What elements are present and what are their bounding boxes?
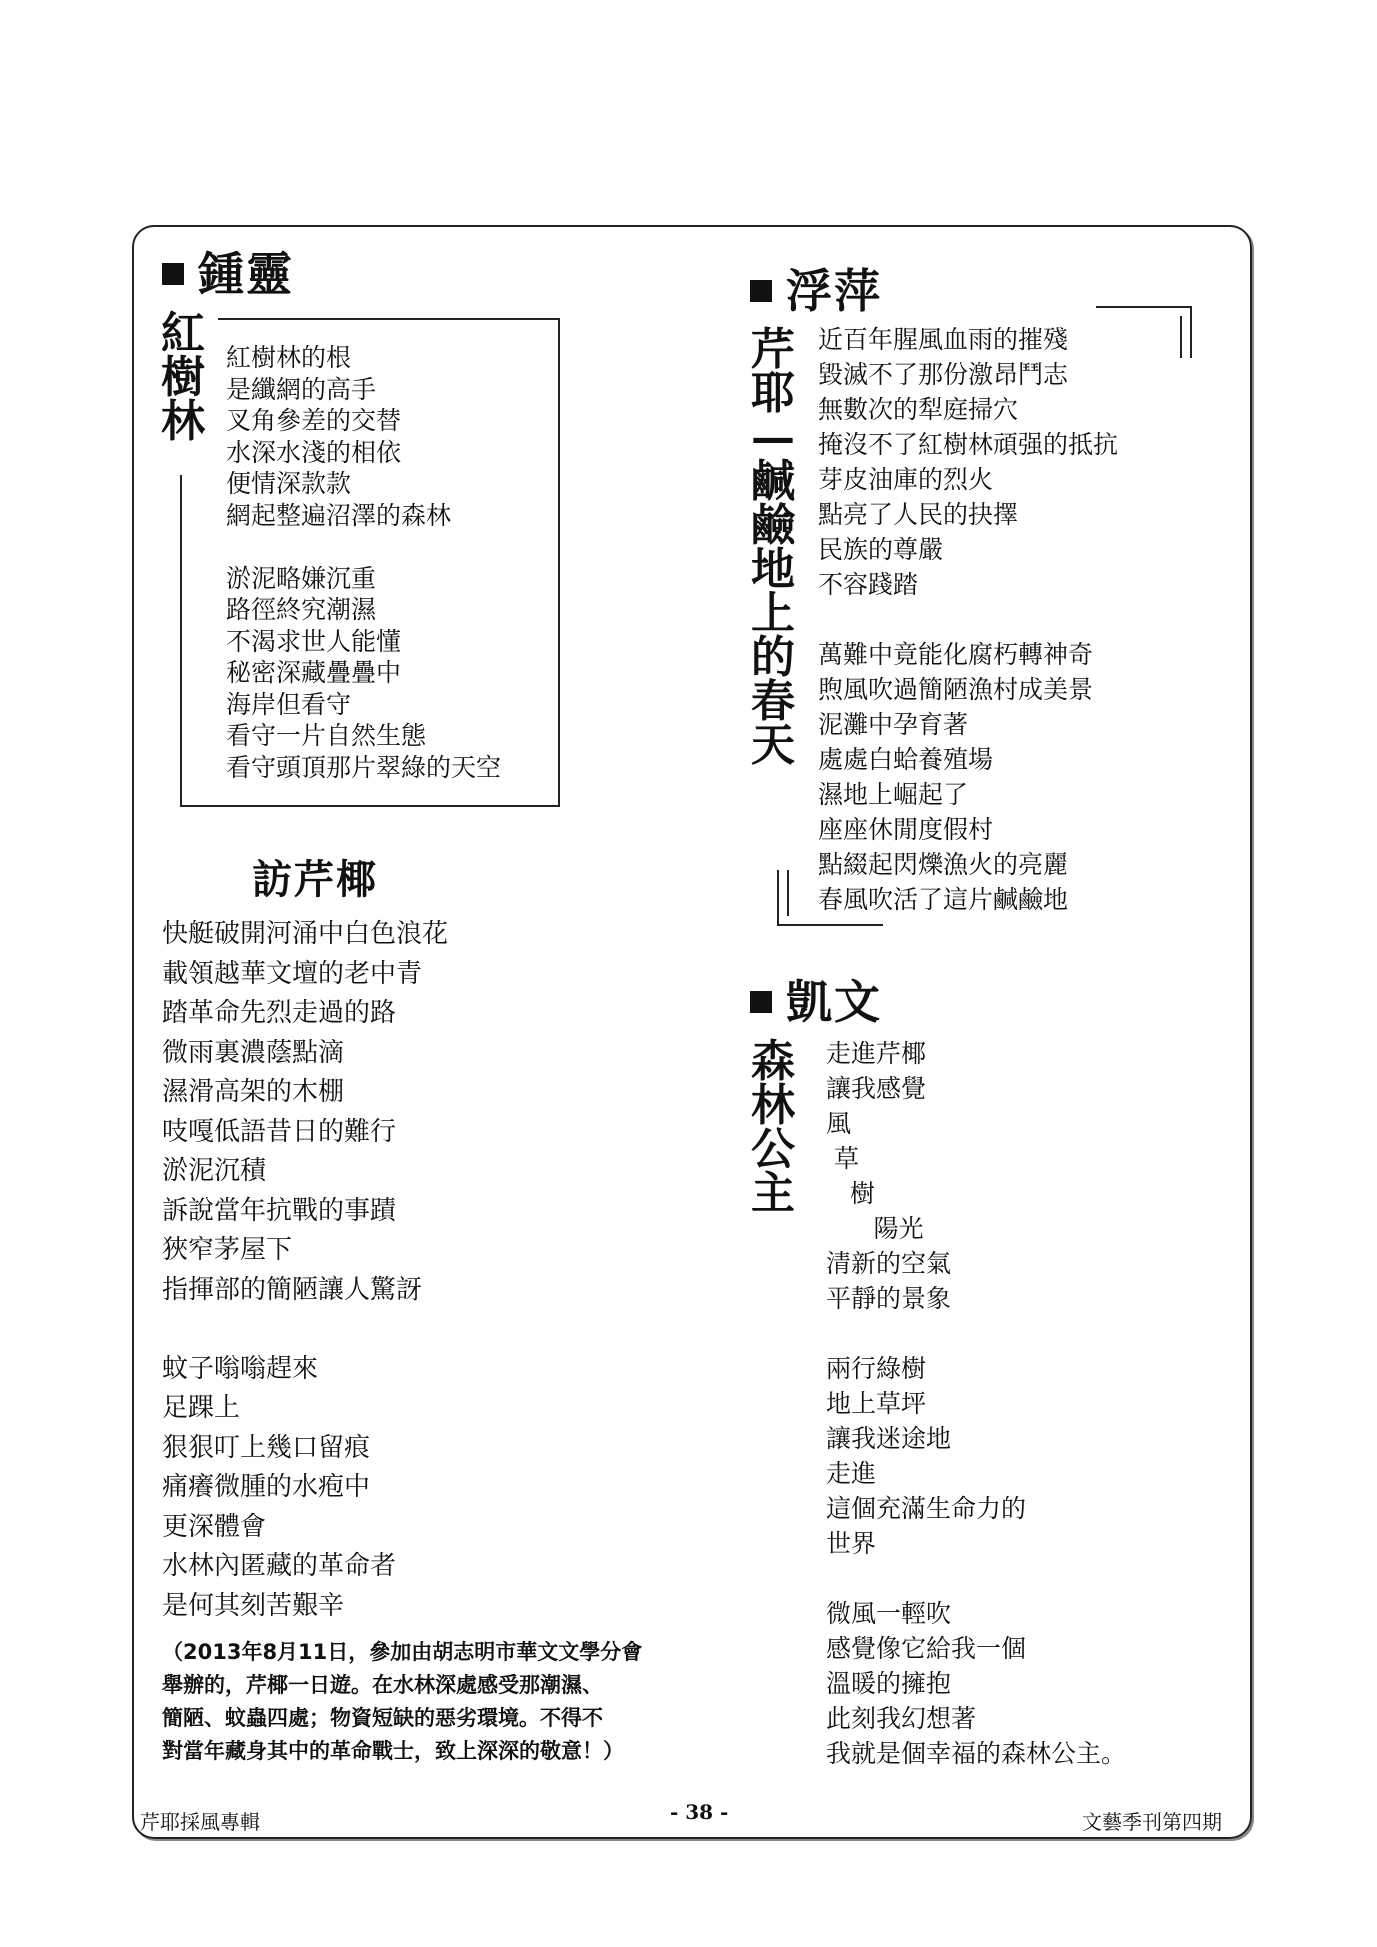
poem-line: 這個充滿生命力的 bbox=[826, 1494, 1027, 1523]
bracket-right-line bbox=[558, 318, 560, 807]
author-heading-kaiwen bbox=[750, 966, 882, 1032]
poem-line: 感覺像它給我一個 bbox=[826, 1634, 1027, 1663]
poem-line bbox=[826, 1561, 1126, 1596]
poem-line bbox=[226, 531, 501, 563]
bracket-bottom-line bbox=[180, 805, 560, 807]
title-char: 地 bbox=[751, 544, 795, 595]
poem-line: 對當年藏身其中的革命戰士，致上深深的敬意！） bbox=[162, 1739, 624, 1763]
poem-line: 民族的尊嚴 bbox=[818, 535, 944, 564]
poem-body-hongshulin bbox=[226, 342, 501, 783]
title-char: 春 bbox=[751, 676, 795, 727]
poem-line: 海岸但看守 bbox=[226, 689, 352, 719]
poem-line: 簡陋、蚊蟲四處；物資短缺的惡劣環境。不得不 bbox=[162, 1706, 603, 1730]
poem-line: 兩行綠樹 bbox=[826, 1354, 927, 1383]
poem-line: 痛癢微腫的水疱中 bbox=[162, 1472, 371, 1502]
footer-left: 芹耶採風專輯 bbox=[140, 1810, 260, 1834]
poem-line: 狹窄茅屋下 bbox=[162, 1235, 293, 1265]
poem-line: 踏革命先烈走過的路 bbox=[162, 998, 397, 1028]
title-char: 鹹 bbox=[751, 456, 795, 507]
poem-body-fangqinye bbox=[162, 915, 448, 1626]
poem-line: 溫暖的擁抱 bbox=[826, 1669, 952, 1698]
poem-line: 看守頭頂那片翠綠的天空 bbox=[226, 752, 502, 782]
title-char: 紅 bbox=[161, 308, 205, 359]
bracket-bottom-line bbox=[777, 924, 883, 926]
poem-body-forest-princess bbox=[826, 1036, 1126, 1771]
poem-line: 快艇破開河涌中白色浪花 bbox=[162, 919, 449, 949]
poem-line: 春風吹活了這片鹹鹼地 bbox=[818, 885, 1069, 914]
poem-line: 讓我迷途地 bbox=[826, 1424, 952, 1453]
poem-line: 不容踐踏 bbox=[818, 570, 919, 599]
poem-line: 叉角參差的交替 bbox=[226, 406, 402, 435]
title-char: 天 bbox=[751, 720, 795, 771]
poem-line: 微風一輕吹 bbox=[826, 1599, 952, 1628]
title-char: 鹼 bbox=[751, 500, 795, 551]
poem-line: 足踝上 bbox=[162, 1393, 241, 1423]
square-bullet-icon bbox=[750, 280, 772, 302]
title-char: 主 bbox=[751, 1168, 795, 1219]
author-name: 浮萍 bbox=[786, 264, 882, 318]
title-char: 芹 bbox=[751, 324, 795, 375]
poem-body-spring bbox=[818, 322, 1118, 917]
poem-line: 走進芹椰 bbox=[826, 1039, 927, 1068]
square-bullet-icon bbox=[750, 991, 772, 1013]
poem-line: 秘密深藏疊疊中 bbox=[226, 658, 402, 687]
poem-line: 點綴起閃爍漁火的亮麗 bbox=[818, 850, 1069, 879]
poem-line: 草 bbox=[826, 1144, 859, 1173]
poem-line: 是纖網的高手 bbox=[226, 374, 377, 404]
poem-line: 風 bbox=[826, 1109, 852, 1138]
poem-line: 微雨裏濃蔭點滴 bbox=[162, 1037, 345, 1068]
title-char: 樹 bbox=[161, 352, 205, 403]
poem-line: 濕滑高架的木棚 bbox=[162, 1077, 345, 1107]
poem-line: 蚊子嗡嗡趕來 bbox=[162, 1353, 319, 1384]
poem-line bbox=[818, 602, 1118, 637]
poem-line: 不渴求世人能懂 bbox=[226, 626, 402, 656]
poem-line: 淤泥沉積 bbox=[162, 1156, 267, 1186]
bracket-right-line bbox=[1190, 306, 1192, 358]
poem-line: 指揮部的簡陋讓人驚訝 bbox=[162, 1274, 423, 1305]
poem-line: 狠狠叮上幾口留痕 bbox=[162, 1432, 371, 1463]
bracket-left-line-inner bbox=[787, 870, 789, 916]
title-char: 耶 bbox=[751, 368, 795, 419]
page-number: - 38 - bbox=[670, 1800, 729, 1824]
poem-line: 近百年腥風血雨的摧殘 bbox=[818, 325, 1069, 354]
poem-title-fangqinye: 訪芹椰 bbox=[252, 856, 378, 903]
poem-line: 煦風吹過簡陋漁村成美景 bbox=[818, 675, 1094, 704]
title-char: 公 bbox=[751, 1124, 795, 1175]
poem-line: 舉辦的，芹椰一日遊。在水林深處感受那潮濕、 bbox=[162, 1673, 603, 1697]
title-char: — bbox=[751, 412, 795, 463]
poem-line: 更深體會 bbox=[162, 1511, 267, 1542]
poem-line: 此刻我幻想著 bbox=[826, 1704, 977, 1733]
poem-line: 座座休閒度假村 bbox=[818, 815, 994, 844]
poem-line: 樹 bbox=[826, 1179, 875, 1208]
poem-line: 讓我感覺 bbox=[826, 1074, 927, 1103]
poem-line bbox=[162, 1310, 448, 1350]
poem-title-vertical-hongshulin bbox=[158, 308, 208, 447]
poem-line: 是何其刻苦艱辛 bbox=[162, 1590, 345, 1621]
bracket-right-line-inner bbox=[1180, 316, 1182, 358]
poem-line: 紅樹林的根 bbox=[226, 343, 352, 372]
poem-line: 訴說當年抗戰的事蹟 bbox=[162, 1195, 397, 1226]
poem-line: 芽皮油庫的烈火 bbox=[818, 465, 994, 494]
poem-line: 淤泥略嫌沉重 bbox=[226, 563, 377, 593]
bracket-top-line bbox=[218, 318, 560, 320]
poem-line: 清新的空氣 bbox=[826, 1249, 952, 1278]
poem-line: 處處白蛤養殖場 bbox=[818, 745, 994, 774]
poem-line: 看守一片自然生態 bbox=[226, 721, 427, 750]
poem-line: 我就是個幸福的森林公主。 bbox=[826, 1739, 1127, 1768]
author-name: 鍾靈 bbox=[198, 247, 294, 301]
author-heading-fuping bbox=[750, 255, 882, 321]
title-char: 林 bbox=[161, 396, 205, 447]
poem-line: 平靜的景象 bbox=[826, 1284, 952, 1313]
poem-note bbox=[162, 1636, 642, 1768]
author-name: 凱文 bbox=[786, 975, 882, 1029]
poem-title-vertical-spring bbox=[748, 324, 798, 771]
title-char: 上 bbox=[751, 588, 795, 639]
poem-line bbox=[826, 1316, 1126, 1351]
poem-line: 毀滅不了那份激昂鬥志 bbox=[818, 360, 1069, 389]
poem-line: （2013年8月11日，參加由胡志明市華文文學分會 bbox=[162, 1640, 643, 1664]
poem-line: 萬難中竟能化腐朽轉神奇 bbox=[818, 640, 1094, 669]
bracket-left-line bbox=[777, 870, 779, 926]
title-char: 林 bbox=[751, 1080, 795, 1131]
poem-line: 走進 bbox=[826, 1459, 877, 1488]
poem-line: 濕地上崛起了 bbox=[818, 780, 969, 809]
poem-line: 地上草坪 bbox=[826, 1389, 927, 1418]
author-heading-zhongling bbox=[162, 238, 294, 304]
title-char: 森 bbox=[751, 1036, 795, 1087]
square-bullet-icon bbox=[162, 263, 184, 285]
title-char: 的 bbox=[751, 632, 795, 683]
poem-line: 世界 bbox=[826, 1529, 877, 1558]
bracket-left-line bbox=[180, 475, 182, 805]
poem-line: 路徑終究潮濕 bbox=[226, 595, 377, 624]
poem-line: 水深水淺的相依 bbox=[226, 437, 402, 467]
footer-right: 文藝季刊第四期 bbox=[1082, 1810, 1222, 1834]
bracket-top-line bbox=[1096, 306, 1192, 308]
poem-line: 便情深款款 bbox=[226, 469, 352, 498]
poem-line: 泥灘中孕育著 bbox=[818, 710, 969, 739]
poem-line: 載領越華文壇的老中青 bbox=[162, 958, 423, 989]
poem-line: 陽光 bbox=[826, 1214, 924, 1243]
poem-line: 點亮了人民的抉擇 bbox=[818, 500, 1019, 529]
poem-line: 掩沒不了紅樹林頑强的抵抗 bbox=[818, 430, 1119, 459]
poem-line: 無數次的犁庭掃穴 bbox=[818, 395, 1019, 424]
poem-line: 水林內匿藏的革命者 bbox=[162, 1551, 397, 1581]
poem-title-vertical-forest-princess bbox=[748, 1036, 798, 1219]
poem-line: 網起整遍沼澤的森林 bbox=[226, 500, 452, 530]
poem-line: 吱嘎低語昔日的難行 bbox=[162, 1116, 397, 1147]
